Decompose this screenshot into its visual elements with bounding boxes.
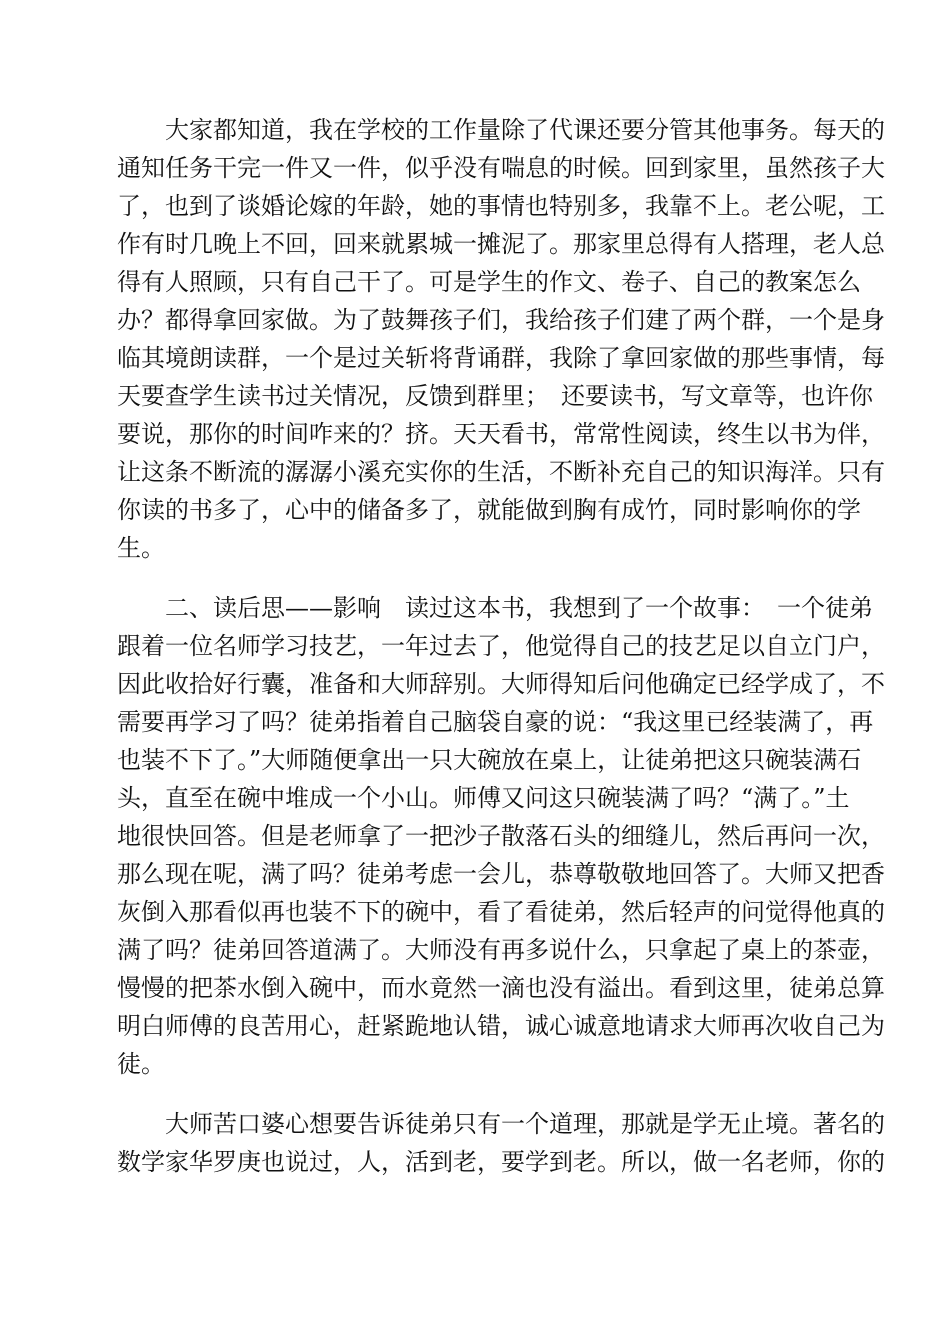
text-line: 大家都知道，我在学校的工作量除了代课还要分管其他事务。每天的 bbox=[117, 116, 885, 144]
text-line: 徒。 bbox=[117, 1050, 165, 1078]
text-line: 满了吗？徒弟回答道满了。大师没有再多说什么，只拿起了桌上的茶壶， bbox=[117, 936, 885, 964]
text-line: 需要再学习了吗？徒弟指着自己脑袋自豪的说：“我这里已经装满了，再 bbox=[117, 708, 874, 736]
text-line: 因此收拾好行囊，准备和大师辞别。大师得知后问他确定已经学成了，不 bbox=[117, 670, 885, 698]
text-line: 二、读后思——影响 读过这本书，我想到了一个故事： 一个徒弟 bbox=[117, 594, 873, 622]
text-line: 那么现在呢，满了吗？徒弟考虑一会儿，恭尊敬敬地回答了。大师又把香 bbox=[117, 860, 885, 888]
text-line: 了，也到了谈婚论嫁的年龄，她的事情也特别多，我靠不上。老公呢，工 bbox=[117, 192, 885, 220]
text-line: 灰倒入那看似再也装不下的碗中，看了看徒弟，然后轻声的问觉得他真的 bbox=[117, 898, 885, 926]
paragraph-2 bbox=[117, 589, 885, 1083]
text-line: 你读的书多了，心中的储备多了，就能做到胸有成竹，同时影响你的学 bbox=[117, 496, 861, 524]
text-line: 头，直至在碗中堆成一个小山。师傅又问这只碗装满了吗？“满了。”土 bbox=[117, 784, 850, 812]
text-line: 作有时几晚上不回，回来就累城一摊泥了。那家里总得有人搭理，老人总 bbox=[117, 230, 885, 258]
text-line: 临其境朗读群，一个是过关斩将背诵群，我除了拿回家做的那些事情，每 bbox=[117, 344, 885, 372]
text-line: 天要查学生读书过关情况，反馈到群里； 还要读书，写文章等，也许你 bbox=[117, 382, 873, 410]
text-line: 慢慢的把茶水倒入碗中，而水竟然一滴也没有溢出。看到这里，徒弟总算 bbox=[117, 974, 885, 1002]
text-line: 跟着一位名师学习技艺，一年过去了，他觉得自己的技艺足以自立门户， bbox=[117, 632, 885, 660]
paragraph-1 bbox=[117, 111, 885, 567]
text-line: 大师苦口婆心想要告诉徒弟只有一个道理，那就是学无止境。著名的 bbox=[117, 1110, 885, 1138]
text-line: 要说，那你的时间咋来的？挤。天天看书，常常性阅读，终生以书为伴， bbox=[117, 420, 885, 448]
text-line: 生。 bbox=[117, 534, 165, 562]
text-line: 地很快回答。但是老师拿了一把沙子散落石头的细缝儿，然后再问一次， bbox=[117, 822, 885, 850]
text-line: 让这条不断流的潺潺小溪充实你的生活，不断补充自己的知识海洋。只有 bbox=[117, 458, 885, 486]
text-line: 也装不下了。”大师随便拿出一只大碗放在桌上，让徒弟把这只碗装满石 bbox=[117, 746, 862, 774]
document-body bbox=[117, 111, 885, 1203]
text-line: 得有人照顾，只有自己干了。可是学生的作文、卷子、自己的教案怎么 bbox=[117, 268, 861, 296]
text-line: 通知任务干完一件又一件，似乎没有喘息的时候。回到家里，虽然孩子大 bbox=[117, 154, 885, 182]
text-line: 办？都得拿回家做。为了鼓舞孩子们，我给孩子们建了两个群，一个是身 bbox=[117, 306, 885, 334]
text-line: 数学家华罗庚也说过，人，活到老，要学到老。所以，做一名老师，你的 bbox=[117, 1148, 885, 1176]
paragraph-3 bbox=[117, 1105, 885, 1181]
text-line: 明白师傅的良苦用心，赶紧跪地认错，诚心诚意地请求大师再次收自己为 bbox=[117, 1012, 885, 1040]
